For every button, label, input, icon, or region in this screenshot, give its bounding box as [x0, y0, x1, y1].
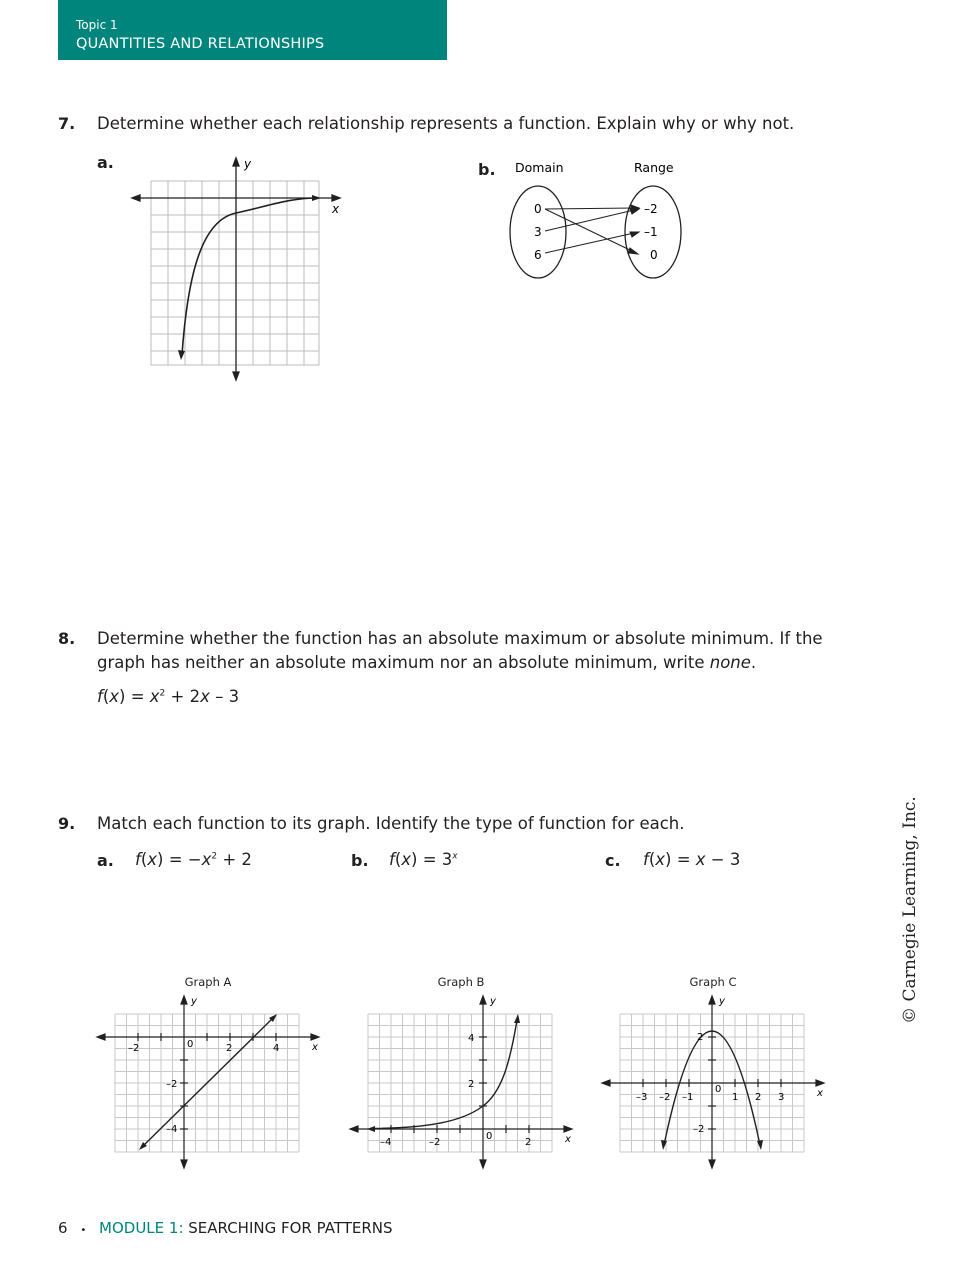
x-axis-label: x — [332, 202, 340, 216]
page-footer — [58, 1219, 393, 1237]
formula-part: – 3 — [209, 687, 240, 706]
range-value: 0 — [650, 248, 658, 262]
formula-part: − 3 — [705, 850, 741, 869]
tick-label: 2 — [468, 1079, 475, 1090]
q9-part-b-label: b. — [351, 851, 369, 870]
domain-value: 0 — [534, 202, 542, 216]
tick-label: 1 — [732, 1092, 739, 1103]
tick-label: 0 — [486, 1131, 493, 1142]
graph-b-title: Graph B — [437, 975, 485, 989]
exponent: 2 — [159, 688, 166, 699]
q9-formula-c: f(x) = x − 3 — [643, 850, 741, 869]
domain-value: 6 — [534, 248, 542, 262]
graph-c-title: Graph C — [689, 975, 737, 989]
question-8-text — [97, 627, 823, 675]
tick-label: 2 — [525, 1137, 532, 1148]
question-7-text: Determine whether each relationship represents a function. Explain why or why not. — [97, 114, 795, 133]
y-axis-label: y — [191, 996, 197, 1007]
q7-part-b-label: b. — [478, 160, 496, 179]
exponent: x — [452, 851, 458, 862]
x-axis-label: x — [312, 1042, 318, 1053]
x-axis-label: x — [565, 1134, 571, 1145]
domain-label: Domain — [515, 160, 564, 175]
formula-part: ) = − — [157, 850, 202, 869]
tick-label: –1 — [682, 1092, 694, 1103]
question-9-number: 9. — [58, 814, 76, 833]
x-symbol: x — [401, 850, 412, 869]
topic-label: Topic 1 — [76, 18, 118, 32]
formula-part: ) = 3 — [411, 850, 453, 869]
range-label: Range — [634, 160, 674, 175]
x-symbol: x — [109, 687, 120, 706]
q7a-graph — [128, 150, 348, 385]
module-title: SEARCHING FOR PATTERNS — [183, 1219, 393, 1237]
formula-part: ) = — [119, 687, 150, 706]
tick-label: 4 — [468, 1033, 475, 1044]
grid — [151, 181, 319, 365]
tick-label: –2 — [128, 1043, 140, 1054]
f-symbol: f — [97, 687, 103, 706]
q7-part-a-label: a. — [97, 153, 114, 172]
y-axis-label: y — [490, 996, 496, 1007]
x-symbol: x — [200, 687, 210, 706]
question-9-text: Match each function to its graph. Identify the type of function for each. — [97, 814, 685, 833]
tick-label: 2 — [697, 1032, 704, 1043]
graph-a — [94, 992, 326, 1172]
tick-label: –2 — [429, 1137, 441, 1148]
q9-formula-b: $f(x) = 3^x$ — [389, 850, 458, 869]
x-symbol: x — [655, 850, 666, 869]
q9-part-c-label: c. — [605, 851, 621, 870]
none-word: none — [709, 653, 751, 672]
domain-value: 3 — [534, 225, 542, 239]
formula-part: + 2 — [165, 687, 201, 706]
tick-label: 3 — [778, 1092, 785, 1103]
tick-label: 2 — [755, 1092, 762, 1103]
x-symbol: x — [149, 687, 160, 706]
tick-label: –2 — [659, 1092, 671, 1103]
graph-c — [599, 992, 831, 1172]
tick-label: –3 — [636, 1092, 648, 1103]
y-axis-label: y — [244, 157, 252, 171]
range-value: –1 — [644, 225, 658, 239]
tick-label: –4 — [380, 1137, 392, 1148]
question-8-line1: Determine whether the function has an absolute maximum or absolute minimum. If the — [97, 629, 823, 648]
graph-b — [347, 992, 579, 1172]
tick-label: –2 — [166, 1079, 178, 1090]
tick-label: 2 — [226, 1043, 233, 1054]
y-axis-label: y — [719, 996, 725, 1007]
graph-a-title: Graph A — [184, 975, 232, 989]
tick-label: 0 — [187, 1039, 194, 1050]
topic-banner — [58, 0, 447, 60]
page-number: 6 — [58, 1219, 68, 1237]
x-axis-label: x — [817, 1088, 823, 1099]
tick-label: –2 — [693, 1124, 705, 1135]
formula-part: + 2 — [217, 850, 252, 869]
line2-text: graph has neither an absolute maximum nor an absolute minimum, write — [97, 653, 710, 672]
topic-title: QUANTITIES AND RELATIONSHIPS — [76, 36, 325, 52]
line2-period: . — [750, 653, 757, 672]
x-symbol: x — [147, 850, 158, 869]
question-7-number: 7. — [58, 114, 76, 133]
tick-label: 4 — [273, 1043, 280, 1054]
f-symbol: f — [135, 850, 141, 869]
q8-formula: $f(x) = x^2 + 2x - 3$ — [97, 687, 240, 706]
question-8-line2 — [97, 651, 823, 675]
module-label: MODULE 1: — [99, 1219, 184, 1237]
x-symbol: x — [695, 850, 706, 869]
q9-formula-a: $f(x) = -x^2 + 2$ — [135, 850, 252, 869]
exponent: 2 — [211, 851, 218, 862]
copyright-notice: © Carnegie Learning, Inc. — [900, 796, 920, 1024]
question-8-number: 8. — [58, 629, 76, 648]
f-symbol: f — [643, 850, 649, 869]
f-symbol: f — [389, 850, 395, 869]
q9-part-a-label: a. — [97, 851, 114, 870]
footer-bullet: • — [80, 1225, 87, 1236]
range-value: –2 — [644, 202, 658, 216]
q7b-mapping-diagram — [500, 155, 700, 285]
tick-label: 0 — [715, 1084, 722, 1095]
tick-label: –4 — [166, 1124, 178, 1135]
x-symbol: x — [201, 850, 212, 869]
formula-part: ) = — [665, 850, 696, 869]
exponential-curve — [372, 1020, 517, 1129]
